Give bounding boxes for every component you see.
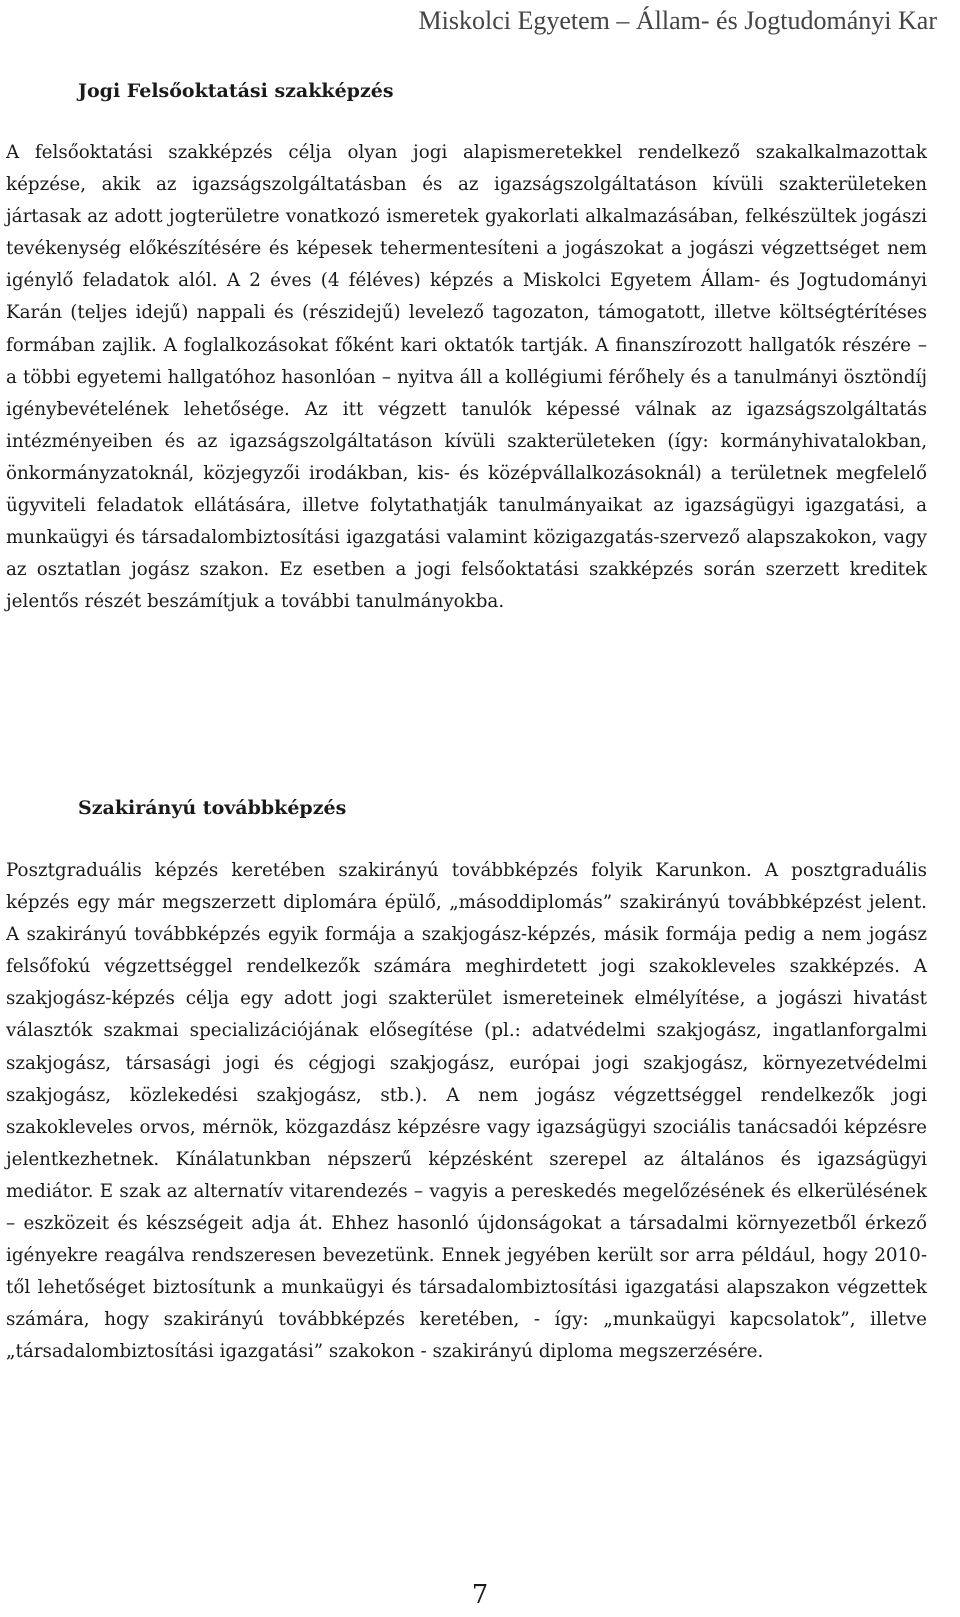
section-body-szakiranyu-tovabbkepzes: Posztgraduális képzés keretében szakirányú továbbképzés folyik Karunkon. A posztgraduális képzés egy már megszerzett diplomára épülő, „másoddiplomás” szakirányú továbbképzést jelent. A szakirányú továbbképzés egyik formája a szakjogász-képzés, másik formája pedig a nem jogász felsőfokú végzettséggel rendelkezők számára meghirdetett jogi szakokleveles szakképzés. A szakjogász-képzés célja egy adott jogi szakterület ismereteinek elmélyítése, a jogászi hivatást választók szakmai specializációjának elősegítése (pl.: adatvédelmi szakjogász, ingatlanforgalmi szakjogász, társasági jogi és cégjogi szakjogász, európai jogi szakjogász, környezetvédelmi szakjogász, közlekedési szakjogász, stb.). A nem jogász végzettséggel rendelkezők jogi szakokleveles orvos, mérnök, közgazdász képzésre vagy igazságügyi szociális tanácsadói képzésre jelentkezhetnek. Kínálatunkban népszerű képzésként szerepel az általános és igazságügyi mediátor. E szak az alternatív vitarendezés – vagyis a pereskedés megelőzésének és elkerülésének – eszközeit és készségeit adja át. Ehhez hasonló újdonságokat a társadalmi környezetből érkező igényekre reagálva rendszeresen bevezetünk. Ennek jegyében került sor arra például, hogy 2010-től lehetőséget biztosítunk a munkaügyi és társadalombiztosítási igazgatási alapszakon végzettek számára, hogy szakirányú továbbképzés keretében, - így: „munkaügyi kapcsolatok”, illetve „társadalombiztosítási igazgatási” szakokon - szakirányú diploma megszerzésére. (6, 860, 927, 1363)
running-header: Miskolci Egyetem – Állam- és Jogtudományi Kar (418, 6, 937, 35)
section-heading-felsooktatasi-szakkepzes: Jogi Felsőoktatási szakképzés (78, 80, 394, 102)
section-body-felsooktatasi-szakkepzes: A felsőoktatási szakképzés célja olyan jogi alapismeretekkel rendelkező szakalkalmazottak képzése, akik az igazságszolgáltatásban és az igazságszolgáltatáson kívüli szakterületeken jártasak az adott jogterületre vonatkozó ismeretek gyakorlati alkalmazásában, felkészültek jogászi tevékenység előkészítésére és képesek tehermentesíteni a jogászokat a jogászi végzettséget nem igénylő feladatok alól. A 2 éves (4 féléves) képzés a Miskolci Egyetem Állam- és Jogtudományi Karán (teljes idejű) nappali és (részidejű) levelező tagozaton, támogatott, illetve költségtérítéses formában zajlik. A foglalkozásokat főként kari oktatók tartják. A finanszírozott hallgatók részére – a többi egyetemi hallgatóhoz hasonlóan – nyitva áll a kollégiumi férőhely és a tanulmányi ösztöndíj igénybevételének lehetősége. Az itt végzett tanulók képessé válnak az igazságszolgáltatás intézményeiben és az igazságszolgáltatáson kívüli szakterületeken (így: kormányhivatalokban, önkormányzatoknál, közjegyzői irodákban, kis- és középvállalkozásoknál) a területnek megfelelő ügyviteli feladatok ellátására, illetve folytathatják tanulmányaikat az igazságügyi igazgatási, a munkaügyi és társadalombiztosítási igazgatási valamint közigazgatás-szervező alapszakokon, vagy az osztatlan jogász szakon. Ez esetben a jogi felsőoktatási szakképzés során szerzett kreditek jelentős részét beszámítjuk a további tanulmányokba. (6, 142, 927, 613)
page-number: 7 (471, 1580, 489, 1610)
section-heading-szakiranyu-tovabbkepzes: Szakirányú továbbképzés (78, 797, 347, 819)
